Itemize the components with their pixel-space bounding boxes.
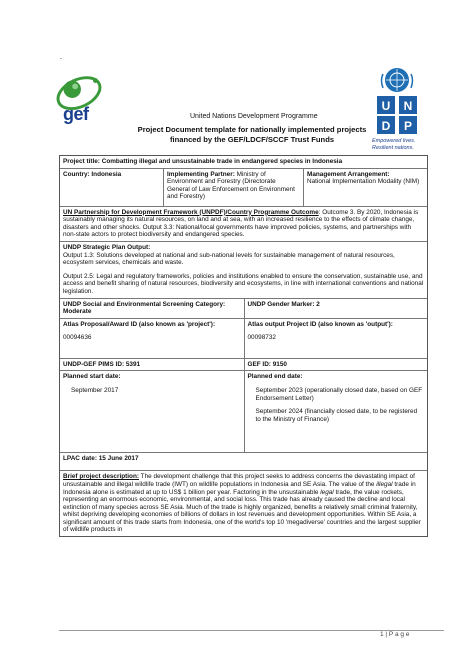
row-atlas bbox=[60, 319, 427, 359]
cell-end-date bbox=[244, 371, 428, 452]
unpdf-label: UN Partnership for Development Framework (UNPDF)/Country Programme Outcome bbox=[63, 208, 319, 216]
partner-label: Implementing Partner: bbox=[167, 170, 235, 178]
management-label: Management Arrangement: bbox=[307, 170, 390, 178]
atlas-award-value: 00094636 bbox=[63, 334, 92, 342]
end-date-label: Planned end date: bbox=[247, 373, 303, 381]
pims-label: UNDP-GEF PIMS ID: bbox=[63, 360, 125, 368]
project-title-value: Combatting illegal and unsustainable trade in endangered species in Indonesia bbox=[101, 158, 343, 165]
row-dates bbox=[60, 371, 427, 453]
screening-label: UNDP Social and Environmental Screening Category: bbox=[63, 300, 226, 308]
cell-gef-id bbox=[244, 359, 428, 371]
cell-screening bbox=[60, 299, 244, 318]
cell-atlas-award bbox=[60, 319, 244, 358]
undp-letter-n: N bbox=[403, 99, 413, 113]
cell-start-date bbox=[60, 371, 244, 452]
project-info-table bbox=[59, 155, 428, 537]
undp-letter-d: D bbox=[381, 119, 391, 133]
cell-lpac bbox=[60, 453, 427, 470]
document-title bbox=[112, 125, 392, 144]
management-value: National Implementation Modality (NIM) bbox=[307, 178, 420, 186]
brief-legal: legal bbox=[320, 488, 334, 496]
undp-letter-p: P bbox=[403, 119, 413, 133]
row-country bbox=[60, 169, 427, 207]
cell-partner bbox=[163, 169, 303, 206]
org-name: United Nations Development Programme bbox=[190, 113, 318, 120]
page-number: 1 | P a g e bbox=[380, 631, 410, 638]
header-dash: - bbox=[60, 56, 62, 62]
document-title-line2: financed by the GEF/LDCF/SCCF Trust Funds bbox=[169, 134, 335, 144]
end-date-financial: September 2024 (financially closed date, to be registered to the Ministry of Finance) bbox=[255, 408, 418, 423]
country-value: Indonesia bbox=[91, 170, 122, 178]
screening-value: Moderate bbox=[63, 308, 92, 316]
project-title-label: Project title: bbox=[63, 158, 100, 165]
gender-marker: UNDP Gender Marker: 2 bbox=[247, 300, 320, 308]
row-screening bbox=[60, 299, 427, 319]
strategic-output-1: Output 1.3: Solutions developed at national and sub-national levels for sustainable management of natural resources, ecosystem services, chemicals and waste. bbox=[63, 251, 395, 267]
row-lpac bbox=[60, 453, 427, 471]
undp-tagline-line2: Resilient nations. bbox=[372, 144, 414, 151]
strategic-label: UNDP Strategic Plan Output: bbox=[63, 243, 151, 251]
lpac-value: 15 June 2017 bbox=[98, 455, 139, 463]
atlas-output-value: 00098732 bbox=[247, 334, 276, 342]
lpac-label: LPAC date: bbox=[63, 455, 97, 463]
brief-text-3: trade, the value rockets, representing an enormous economic, environmental, and social loss. This trade has already caused the decline and local extinction of many species across SE Asia. Much of the trade is highly organized, benefits a relatively small criminal fraternity, whilst depriving developing economies of billions of dollars in lost revenues and development opportunities. Within SE Asia, a significant amount of this trade starts from Indonesia, one of the world's top 10 'megadiverse' countries and the largest supplier of wildlife products in bbox=[63, 488, 421, 534]
row-unpdf bbox=[60, 207, 427, 242]
end-date-operational: September 2023 (operationally closed date, based on GEF Endorsement Letter) bbox=[255, 386, 423, 402]
atlas-output-label: Atlas output Project ID (also known as 'output'): bbox=[247, 320, 393, 328]
cell-strategic-plan bbox=[60, 242, 427, 298]
strategic-output-2: Output 2.5: Legal and regulatory frameworks, policies and institutions enabled to ensure the conservation, sustainable use, and access and benefit sharing of natural resources, biodiversity and ecosystems, in line with international conventions and national legislation. bbox=[63, 272, 424, 295]
cell-brief bbox=[60, 471, 427, 536]
undp-letter-u: U bbox=[381, 99, 391, 113]
start-date-label: Planned start date: bbox=[63, 373, 121, 381]
partner-value: Ministry of Environment and Forestry (Directorate General of Law Enforcement on Environment and Forestry) bbox=[167, 170, 295, 201]
brief-text-2: trade in Indonesia alone is estimated at up to US$ 1 billion per year. Factoring in the unsustainable bbox=[63, 480, 416, 496]
row-brief bbox=[60, 471, 427, 536]
start-date-value: September 2017 bbox=[71, 386, 119, 394]
cell-country bbox=[60, 169, 163, 206]
brief-text-1: The development challenge that this project seeks to address concerns the devastating impact of unsustainable and illegal wildlife trade (IWT) on wildlife populations in Indonesia and SE Asia. The value of the bbox=[63, 473, 415, 488]
cell-management bbox=[303, 169, 427, 206]
gef-id-label: GEF ID: bbox=[247, 360, 271, 368]
brief-illegal: illegal bbox=[376, 480, 393, 488]
cell-gender bbox=[244, 299, 428, 318]
brief-label: Brief project description: bbox=[63, 473, 139, 481]
cell-pims bbox=[60, 359, 244, 371]
unpdf-value: : Outcome 3. By 2020, Indonesia is sustainably managing its natural resources, on land and at sea, with an increased resilience to the effects of climate change, disasters and other shocks. Output 3.3: National/local governments have improved policies, systems, and partnerships with non-state actors to protect biodiversity and endangered species. bbox=[63, 208, 419, 239]
undp-tagline-line1: Empowered lives. bbox=[372, 138, 416, 144]
country-label: Country: bbox=[63, 170, 90, 178]
row-ids bbox=[60, 359, 427, 372]
cell-atlas-output bbox=[244, 319, 428, 358]
gef-wordmark: gef bbox=[63, 104, 89, 124]
pims-value: 5391 bbox=[125, 360, 141, 368]
row-strategic-plan bbox=[60, 242, 427, 299]
atlas-award-label: Atlas Proposal/Award ID (also known as 'project'): bbox=[63, 320, 216, 328]
gef-id-value: 9150 bbox=[272, 360, 287, 368]
document-title-line1: Project Document template for nationally implemented projects bbox=[137, 125, 367, 134]
cell-project-title bbox=[60, 156, 427, 168]
row-project-title bbox=[60, 156, 427, 169]
cell-unpdf bbox=[60, 207, 427, 241]
